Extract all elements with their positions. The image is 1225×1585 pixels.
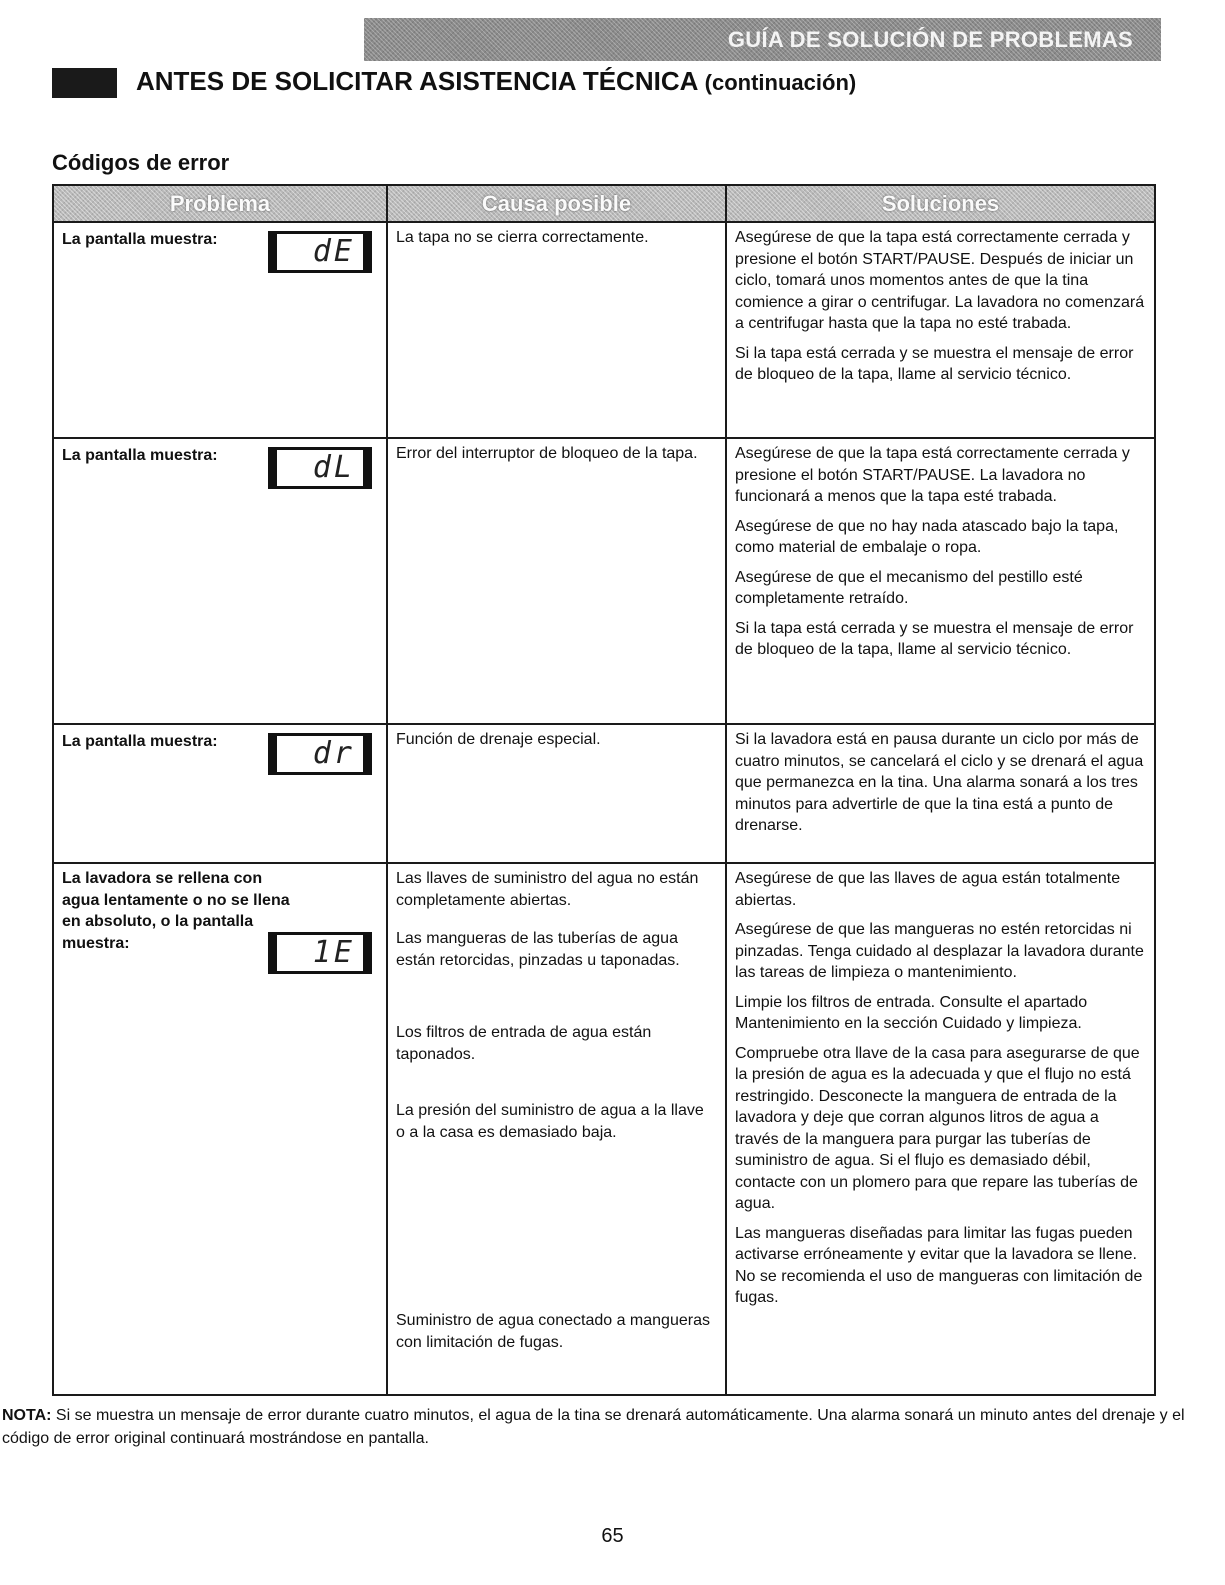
solution-text: Si la tapa está cerrada y se muestra el mensaje de error de bloqueo de la tapa, llame al servicio técnico.	[735, 344, 1134, 383]
solution-text: Si la lavadora está en pausa durante un ciclo por más de cuatro minutos, se cancelará el ciclo y se drenará el agua que permanezca en la tina. Una alarma sonará a los tres minutos para advertirle de que la tina está a punto de drenarse.	[735, 731, 1144, 834]
solution-text: Asegúrese de que las llaves de agua están totalmente abiertas.	[735, 870, 1121, 909]
table-header-row	[53, 185, 1155, 222]
solutions-cell	[726, 724, 1155, 863]
problem-text: La pantalla muestra:	[62, 733, 218, 750]
problem-text: La lavadora se rellena con agua lentamente o no se llena en absoluto, o la pantalla muestra:	[62, 870, 290, 952]
table-row	[53, 222, 1155, 438]
error-code: dr	[277, 736, 363, 772]
cause-text: La presión del suministro de agua a la llave o a la casa es demasiado baja.	[396, 1102, 704, 1141]
error-code-display	[268, 932, 372, 974]
problem-text: La pantalla muestra:	[62, 447, 218, 464]
column-header-solutions: Soluciones	[726, 185, 1155, 222]
section-marker	[52, 68, 117, 98]
table-row	[53, 724, 1155, 863]
error-code-display	[268, 733, 372, 775]
solutions-cell	[726, 863, 1155, 1395]
error-codes-table	[52, 184, 1156, 1396]
guide-banner-text: GUÍA DE SOLUCIÓN DE PROBLEMAS	[727, 26, 1133, 52]
error-code: dE	[277, 234, 363, 270]
cause-text: Las llaves de suministro del agua no están completamente abiertas.	[396, 870, 699, 909]
cause-cell	[387, 222, 726, 438]
solution-text: Asegúrese de que las mangueras no estén retorcidas ni pinzadas. Tenga cuidado al desplazar la lavadora durante las tareas de limpieza o mantenimiento.	[735, 921, 1144, 981]
cause-text: Suministro de agua conectado a mangueras con limitación de fugas.	[396, 1312, 710, 1351]
error-code-display	[268, 231, 372, 273]
table-row	[53, 863, 1155, 1395]
cause-text: Los filtros de entrada de agua están taponados.	[396, 1024, 652, 1063]
cause-cell	[387, 438, 726, 724]
note-paragraph	[0, 1404, 1225, 1450]
solution-text: Si la tapa está cerrada y se muestra el mensaje de error de bloqueo de la tapa, llame al servicio técnico.	[735, 619, 1134, 658]
problem-cell	[53, 863, 387, 1395]
table-row	[53, 438, 1155, 724]
problem-cell	[53, 724, 387, 863]
error-code-display	[268, 447, 372, 489]
problem-text: La pantalla muestra:	[62, 231, 218, 248]
column-header-cause: Causa posible	[387, 185, 726, 222]
column-header-problem: Problema	[53, 185, 387, 222]
error-code: dL	[277, 450, 363, 486]
note-label: NOTA:	[2, 1407, 52, 1424]
note-text: Si se muestra un mensaje de error durante cuatro minutos, el agua de la tina se drenará automáticamente. Una alarma sonará un minuto antes del drenaje y el código de error original continuará mostrándose en pantalla.	[2, 1407, 1185, 1447]
cause-cell	[387, 863, 726, 1395]
problem-cell	[53, 438, 387, 724]
section-title	[136, 66, 856, 97]
solutions-cell	[726, 222, 1155, 438]
solution-text: Asegúrese de que la tapa está correctamente cerrada y presione el botón START/PAUSE. La lavadora no funcionará a menos que la tapa esté trabada.	[735, 445, 1130, 505]
solution-text: Asegúrese de que no hay nada atascado bajo la tapa, como material de embalaje o ropa.	[735, 517, 1119, 556]
cause-text: Función de drenaje especial.	[396, 731, 601, 748]
error-code: 1E	[277, 935, 363, 971]
solution-text: Asegúrese de que la tapa está correctamente cerrada y presione el botón START/PAUSE. Después de iniciar un ciclo, tomará unos momentos antes de que la tina comience a girar o centrifugar. La lavadora no comenzará a centrifugar hasta que la tapa no esté trabada.	[735, 229, 1145, 332]
cause-cell	[387, 724, 726, 863]
solution-text: Compruebe otra llave de la casa para asegurarse de que la presión de agua es la adecuada y que el flujo no está restringido. Desconecte la manguera de entrada de la lavadora y deje que corran algunos litros de agua a través de la manguera para purgar las tuberías de suministro de agua. Si el flujo es demasiado débil, contacte con un plomero para que repare las tuberías de agua.	[735, 1044, 1140, 1212]
cause-text: La tapa no se cierra correctamente.	[396, 229, 649, 246]
solution-text: Asegúrese de que el mecanismo del pestillo esté completamente retraído.	[735, 568, 1083, 607]
cause-text: Error del interruptor de bloqueo de la tapa.	[396, 445, 698, 462]
solution-text: Limpie los filtros de entrada. Consulte el apartado Mantenimiento en la sección Cuidado y limpieza.	[735, 993, 1088, 1032]
section-title-text: ANTES DE SOLICITAR ASISTENCIA TÉCNICA	[136, 66, 698, 96]
section-title-suffix: (continuación)	[704, 70, 857, 95]
problem-cell	[53, 222, 387, 438]
error-codes-heading: Códigos de error	[52, 150, 230, 175]
guide-banner	[364, 18, 1161, 61]
solutions-cell	[726, 438, 1155, 724]
page-number: 65	[601, 1525, 624, 1547]
solution-text: Las mangueras diseñadas para limitar las fugas pueden activarse erróneamente y evitar que la lavadora se llene. No se recomienda el uso de mangueras con limitación de fugas.	[735, 1224, 1143, 1306]
cause-text: Las mangueras de las tuberías de agua están retorcidas, pinzadas u taponadas.	[396, 930, 680, 969]
